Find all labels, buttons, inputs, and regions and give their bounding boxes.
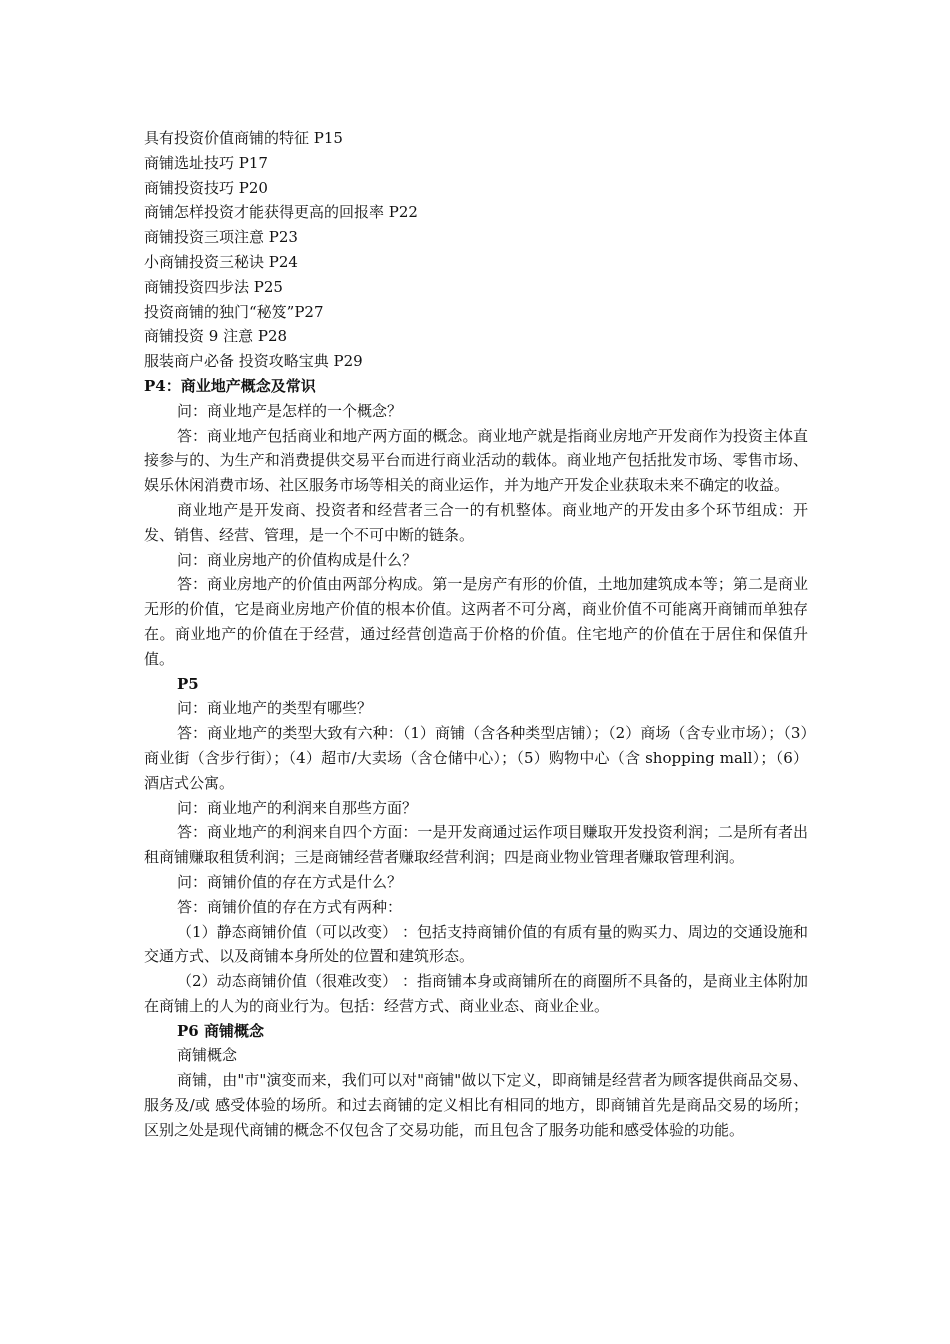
toc-item: 商铺投资三项注意 P23 xyxy=(144,228,298,247)
answer-paragraph: 答：商铺价值的存在方式有两种： xyxy=(177,897,403,916)
toc-item: 具有投资价值商铺的特征 P15 xyxy=(144,129,343,147)
question-paragraph: 问：商铺价值的存在方式是什么？ xyxy=(177,872,403,891)
section-heading-p6: P6 商铺概念 xyxy=(177,1021,264,1040)
toc-item: 商铺投资四步法 P25 xyxy=(144,277,283,296)
answer-paragraph: 答：商业房地产的价值由两部分构成。第一是房产有形的价值，土地加建筑成本等；第二是商业无形的价值，它是商业房地产价值的根本价值。这两者不可分离，商业价值不可能离开商铺而单独存在。商业地产的价值在于经营，通过经营创造高于价格的价值。住宅地产的价值在于居住和保值升值。 xyxy=(144,575,808,668)
subheading: 商铺概念 xyxy=(177,1046,238,1065)
body-paragraph: 商铺，由"市"演变而来，我们可以对"商铺"做以下定义，即商铺是经营者为顾客提供商品交易、服务及/或 感受体验的场所。和过去商铺的定义相比有相同的地方，即商铺首先是商品交易的场所；区别之处是现代商铺的概念不仅包含了交易功能，而且包含了服务功能和感受体验的功能。 xyxy=(144,1071,808,1139)
body-paragraph: 商业地产是开发商、投资者和经营者三合一的有机整体。商业地产的开发由多个环节组成：开发、销售、经营、管理，是一个不可中断的链条。 xyxy=(144,500,808,544)
toc-item: 商铺怎样投资才能获得更高的回报率 P22 xyxy=(144,203,418,222)
question-paragraph: 问：商业地产的类型有哪些？ xyxy=(177,699,373,718)
question-paragraph: 问：商业地产的利润来自那些方面？ xyxy=(177,798,418,817)
answer-paragraph: 答：商业地产的类型大致有六种：（1）商铺（含各种类型店铺）；（2）商场（含专业市场）；（3）商业街（含步行街）；（4）超市/大卖场（含仓储中心）；（5）购物中心（含 shopping mall）；（6）酒店式公寓。 xyxy=(144,724,808,792)
answer-paragraph: 答：商业地产的利润来自四个方面：一是开发商通过运作项目赚取开发投资利润；二是所有者出租商铺赚取租赁利润；三是商铺经营者赚取经营利润；四是商业物业管理者赚取管理利润。 xyxy=(144,823,808,867)
toc-item: 商铺投资 9 注意 P28 xyxy=(144,327,288,346)
toc-list xyxy=(144,126,808,374)
toc-item: 服装商户必备 投资攻略宝典 P29 xyxy=(144,352,363,371)
list-item: （2）动态商铺价值（很难改变） ：指商铺本身或商铺所在的商圈所不具备的，是商业主体附加在商铺上的人为的商业行为。包括：经营方式、商业业态、商业企业。 xyxy=(144,972,808,1015)
toc-item: 商铺选址技巧 P17 xyxy=(144,153,268,172)
toc-item: 投资商铺的独门“秘笈”P27 xyxy=(144,302,324,321)
section-heading-p5: P5 xyxy=(177,674,199,693)
section-heading-p4: P4：商业地产概念及常识 xyxy=(144,376,316,395)
question-paragraph: 问：商业地产是怎样的一个概念？ xyxy=(177,401,403,420)
answer-paragraph: 答：商业地产包括商业和地产两方面的概念。商业地产就是指商业房地产开发商作为投资主体直接参与的、为生产和消费提供交易平台而进行商业活动的载体。商业地产包括批发市场、零售市场、娱乐休闲消费市场、社区服务市场等相关的商业运作，并为地产开发企业获取未来不确定的收益。 xyxy=(144,426,808,495)
list-item: （1）静态商铺价值（可以改变） ：包括支持商铺价值的有质有量的购买力、周边的交通设施和交通方式、以及商铺本身所处的位置和建筑形态。 xyxy=(144,922,808,966)
question-paragraph: 问：商业房地产的价值构成是什么？ xyxy=(177,550,418,569)
document-page xyxy=(144,126,808,1143)
toc-item: 商铺投资技巧 P20 xyxy=(144,178,268,197)
toc-item: 小商铺投资三秘诀 P24 xyxy=(144,252,298,271)
